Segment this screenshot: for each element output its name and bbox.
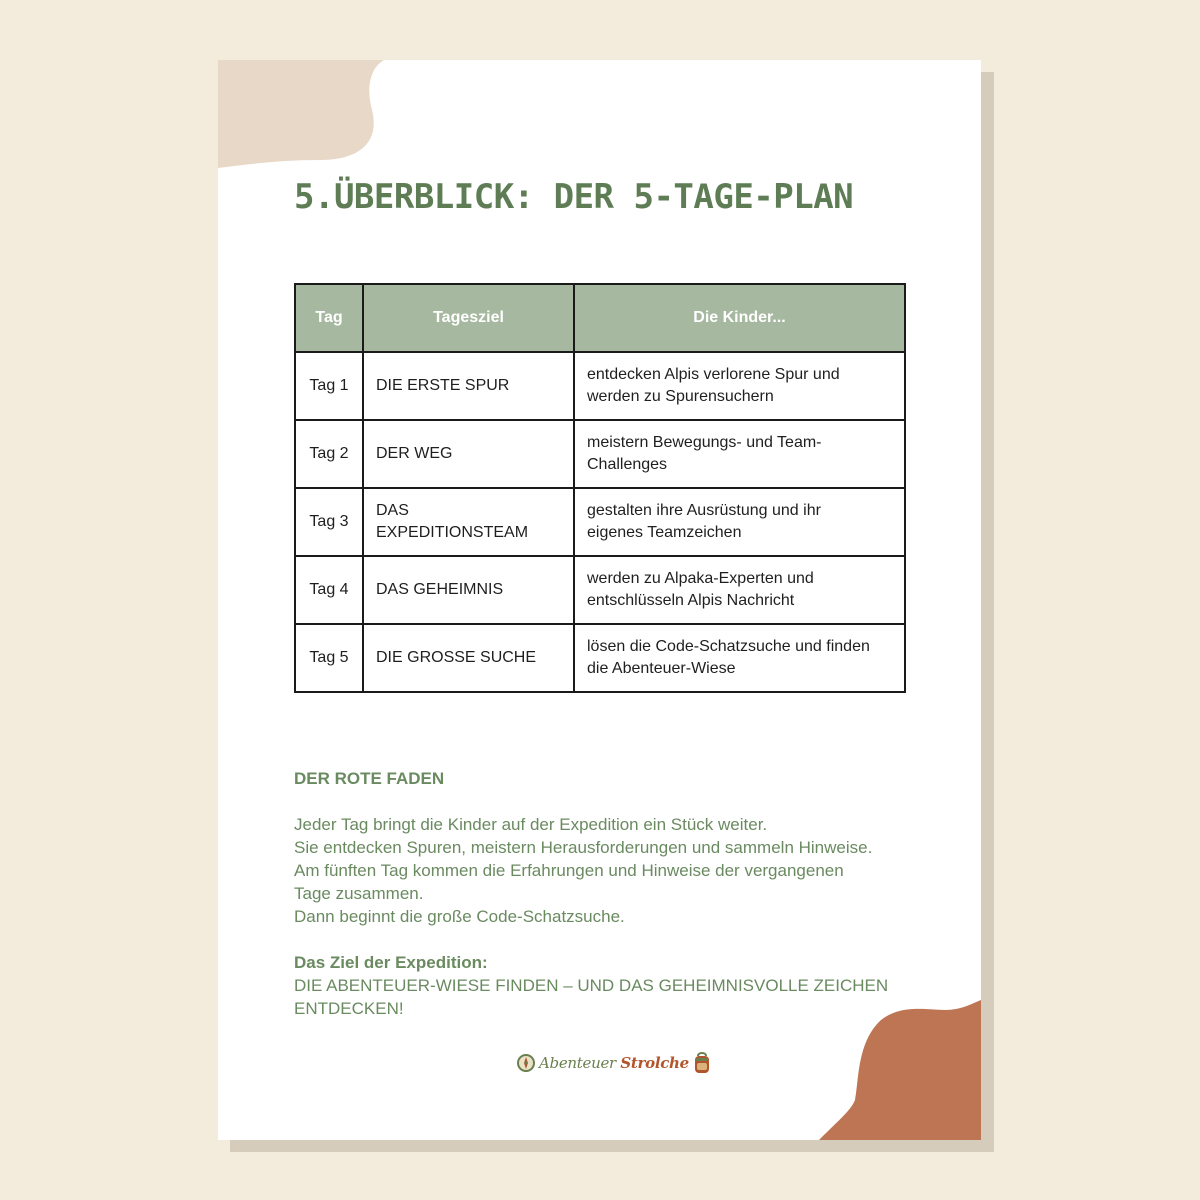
column-header-die-kinder: Die Kinder... <box>574 284 905 352</box>
cell-tagesziel: DAS EXPEDITIONSTEAM <box>363 488 574 556</box>
table-row <box>295 352 905 420</box>
cell-die-kinder <box>574 352 905 420</box>
goal-text-line: ENTDECKEN! <box>294 999 404 1018</box>
cell-text-line: gestalten ihre Ausrüstung und ihr <box>587 502 821 519</box>
cell-tag: Tag 1 <box>295 352 363 420</box>
cell-text-line: die Abenteuer-Wiese <box>587 660 736 677</box>
cell-text-line: werden zu Spurensuchern <box>587 388 774 405</box>
cell-tagesziel: DAS GEHEIMNIS <box>363 556 574 624</box>
five-day-plan-table <box>294 283 906 693</box>
brand-logo <box>516 1048 712 1078</box>
column-header-tagesziel: Tagesziel <box>363 284 574 352</box>
backpack-icon <box>692 1051 712 1075</box>
brand-name: Abenteuer Strolche <box>539 1054 689 1072</box>
cell-die-kinder <box>574 488 905 556</box>
paragraph-line: Am fünften Tag kommen die Erfahrungen und Hinweise der vergangenen <box>294 861 844 880</box>
column-header-tag: Tag <box>295 284 363 352</box>
table-row <box>295 420 905 488</box>
cell-text-line: meistern Bewegungs- und Team- <box>587 434 822 451</box>
table-header-row <box>295 284 905 352</box>
cell-die-kinder <box>574 420 905 488</box>
cell-tagesziel: DIE GROSSE SUCHE <box>363 624 574 692</box>
cell-text-line: lösen die Code-Schatzsuche und finden <box>587 638 870 655</box>
cell-die-kinder <box>574 556 905 624</box>
paragraph-line: Tage zusammen. <box>294 884 424 903</box>
cell-tagesziel: DIE ERSTE SPUR <box>363 352 574 420</box>
decorative-blob-bottom <box>819 1000 981 1140</box>
cell-text-line: entschlüsseln Alpis Nachricht <box>587 592 795 609</box>
cell-tag: Tag 4 <box>295 556 363 624</box>
goal-text-line: DIE ABENTEUER-WIESE FINDEN – UND DAS GEHEIMNISVOLLE ZEICHEN <box>294 976 889 995</box>
decorative-blob-top <box>218 60 388 172</box>
document-page <box>218 60 981 1140</box>
page-title: 5.ÜBERBLICK: DER 5-TAGE-PLAN <box>294 177 854 217</box>
table-row <box>295 624 905 692</box>
cell-text-line: entdecken Alpis verlorene Spur und <box>587 366 840 383</box>
paragraph-line: Dann beginnt die große Code-Schatzsuche. <box>294 907 625 926</box>
compass-icon <box>516 1053 536 1073</box>
table-row <box>295 488 905 556</box>
section-heading: DER ROTE FADEN <box>294 769 445 788</box>
goal-label: Das Ziel der Expedition: <box>294 953 488 972</box>
table-row <box>295 556 905 624</box>
cell-tag: Tag 3 <box>295 488 363 556</box>
paragraph-line: Jeder Tag bringt die Kinder auf der Expedition ein Stück weiter. <box>294 815 768 834</box>
cell-text-line: Challenges <box>587 456 668 473</box>
cell-text-line: eigenes Teamzeichen <box>587 524 742 541</box>
cell-tag: Tag 5 <box>295 624 363 692</box>
roter-faden-section <box>294 767 934 1020</box>
cell-tag: Tag 2 <box>295 420 363 488</box>
cell-tagesziel: DER WEG <box>363 420 574 488</box>
paragraph-line: Sie entdecken Spuren, meistern Herausforderungen und sammeln Hinweise. <box>294 838 873 857</box>
cell-text-line: werden zu Alpaka-Experten und <box>587 570 814 587</box>
cell-die-kinder <box>574 624 905 692</box>
